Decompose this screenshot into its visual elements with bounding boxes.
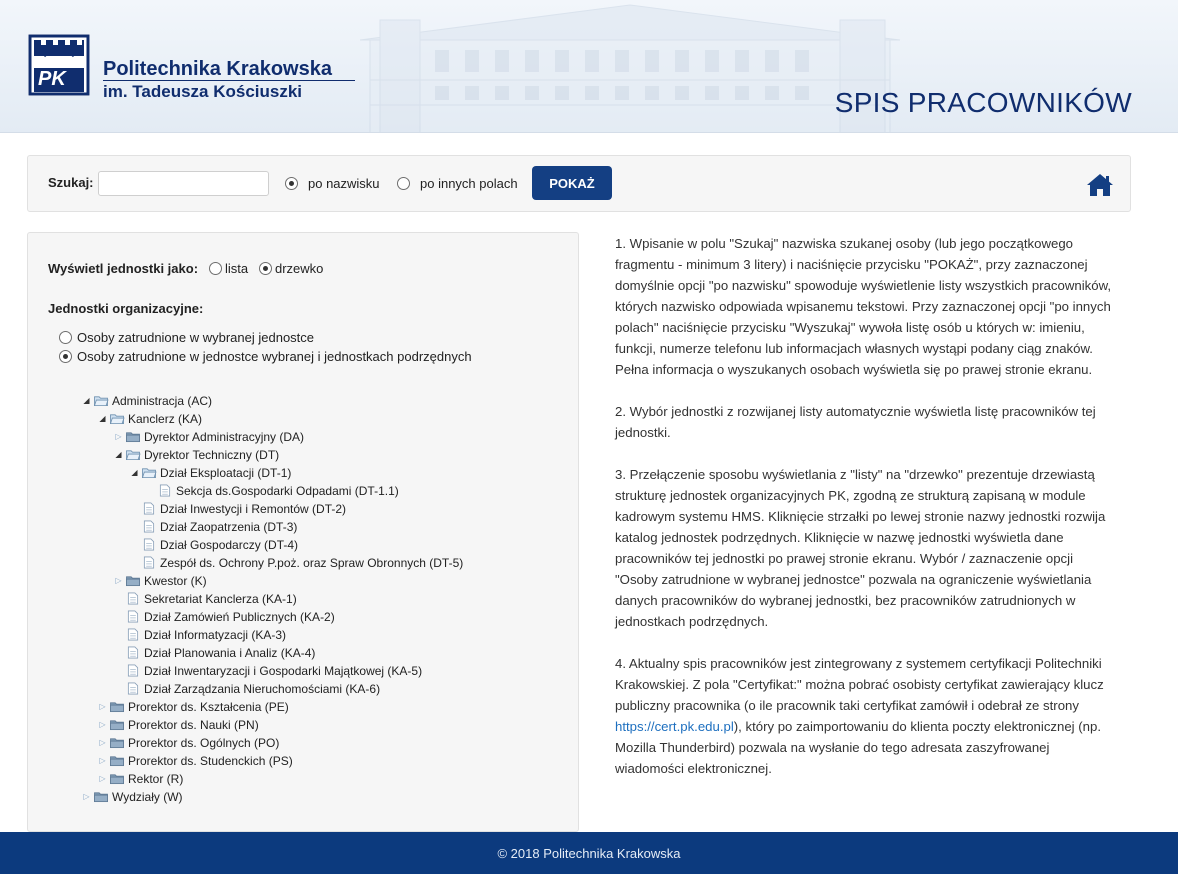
- folder-closed-icon: [109, 772, 125, 785]
- tree-item[interactable]: [128, 518, 297, 535]
- help-paragraph-4-start: 4. Aktualny spis pracowników jest zintegrowany z systemem certyfikacji Politechniki Krakowskiej. Z pola "Certyfikat:" można pobrać osobisty certyfikat zawierający klucz publiczny pracownika (o ile pracownik taki certyfikat zamówił i odebrał ze strony: [615, 656, 1104, 713]
- search-mode-other-label: po innych polach: [420, 176, 518, 191]
- folder-closed-icon: [125, 574, 141, 587]
- radio-selected-icon[interactable]: [285, 177, 298, 190]
- scope-only-selected-label: Osoby zatrudnione w wybranej jednostce: [77, 330, 315, 345]
- tree-spacer: [112, 628, 125, 641]
- page-header: [0, 0, 1178, 133]
- help-paragraph-3: 3. Przełączenie sposobu wyświetlania z "listy" na "drzewko" prezentuje drzewiastą strukturę jednostek organizacyjnych PK, zgodną ze strukturą zapisaną w module kadrowym systemu HMS. Kliknięcie strzałki po lewej stronie nazwy jednostki rozwija katalog jednostek podrzędnych. Kliknięcie w nazwę jednostki wyświetla dane pracowników tej jednostki po prawej stronie ekranu. Wybór / zaznaczenie opcji "Osoby zatrudnione w wybranej jednostce" pozwala na ograniczenie wyświetlania danych pracowników do wybranej jednostki, bez pracowników zatrudnionych w jednostkach podrzędnych.: [615, 467, 1106, 629]
- display-mode-list[interactable]: [209, 261, 248, 276]
- units-panel: [27, 232, 579, 832]
- logo-text: PK: [38, 68, 66, 90]
- tree-item-label[interactable]: Dział Inwentaryzacji i Gospodarki Majątkowej (KA-5): [144, 663, 423, 678]
- radio-unselected-icon[interactable]: [59, 331, 72, 344]
- document-icon: [141, 556, 157, 569]
- page-footer: [0, 832, 1178, 874]
- help-paragraph-1: 1. Wpisanie w polu "Szukaj" nazwiska szukanej osoby (lub jego początkowego fragmentu - minimum 3 litery) i naciśnięcie przycisku "POKAŻ", przy zaznaczonej domyślnie opcji "po nazwisku" spowoduje wyświetlenie listy wszystkich pracowników, których nazwisko odpowiada wpisanemu tekstowi. Przy zaznaczonej opcji "po innych polach" naciśnięcie przycisku "Wyszukaj" wywoła listę osób u których w: imieniu, funkcji, numerze telefonu lub informacjach własnych wystąpi podany ciąg znaków. Pełna informacja o wyszukanych osobach wyświetla się po prawej stronie ekranu.: [615, 236, 1112, 377]
- tree-item-label[interactable]: Dyrektor Techniczny (DT): [144, 447, 280, 462]
- tree-item-label[interactable]: Sekcja ds.Gospodarki Odpadami (DT-1.1): [176, 483, 399, 498]
- tree-spacer: [112, 592, 125, 605]
- tree-spacer: [144, 484, 157, 497]
- radio-unselected-icon[interactable]: [397, 177, 410, 190]
- tree-spacer: [112, 610, 125, 623]
- document-icon: [125, 664, 141, 677]
- tree-item-label[interactable]: Rektor (R): [128, 771, 184, 786]
- tree-item-label[interactable]: Dział Gospodarczy (DT-4): [160, 537, 299, 552]
- radio-selected-icon[interactable]: [259, 262, 272, 275]
- folder-open-icon: [125, 448, 141, 461]
- tree-item[interactable]: [128, 536, 298, 553]
- tree-item-label[interactable]: Dyrektor Administracyjny (DA): [144, 429, 305, 444]
- page-title: SPIS PRACOWNIKÓW: [834, 87, 1132, 118]
- folder-closed-icon: [109, 736, 125, 749]
- tree-item[interactable]: [112, 662, 422, 679]
- tree-item-label[interactable]: Dział Zarządzania Nieruchomościami (KA-6): [144, 681, 381, 696]
- display-mode-list-label: lista: [225, 261, 249, 276]
- tree-item[interactable]: [96, 698, 289, 715]
- search-label: Szukaj:: [48, 175, 94, 190]
- help-paragraph-2: 2. Wybór jednostki z rozwijanej listy automatycznie wyświetla listę pracowników tej jednostki.: [615, 404, 1096, 440]
- tree-item-label[interactable]: Prorektor ds. Ogólnych (PO): [128, 735, 280, 750]
- document-icon: [141, 502, 157, 515]
- document-icon: [125, 646, 141, 659]
- tree-item-label[interactable]: Dział Informatyzacji (KA-3): [144, 627, 287, 642]
- help-text: [615, 233, 1115, 800]
- collapsed-arrow-icon[interactable]: ▷: [99, 702, 106, 711]
- tree-item[interactable]: [96, 770, 183, 787]
- tree-item[interactable]: [112, 572, 207, 589]
- radio-selected-icon[interactable]: [59, 350, 72, 363]
- tree-item[interactable]: [128, 554, 463, 571]
- expanded-arrow-icon[interactable]: ◢: [115, 450, 122, 459]
- document-icon: [125, 682, 141, 695]
- document-icon: [125, 610, 141, 623]
- display-mode-tree[interactable]: [259, 261, 323, 276]
- tree-item[interactable]: [144, 482, 399, 499]
- scope-with-subunits[interactable]: [59, 349, 472, 364]
- document-icon: [125, 628, 141, 641]
- collapsed-arrow-icon[interactable]: ▷: [83, 792, 90, 801]
- tree-spacer: [112, 646, 125, 659]
- tree-item[interactable]: [112, 428, 304, 445]
- tree-item-label[interactable]: Kanclerz (KA): [128, 411, 203, 426]
- folder-closed-icon: [109, 718, 125, 731]
- document-icon: [157, 484, 173, 497]
- tree-item[interactable]: [96, 752, 293, 769]
- tree-item[interactable]: [96, 410, 202, 427]
- tree-item[interactable]: [112, 644, 315, 661]
- tree-item[interactable]: [128, 464, 291, 481]
- units-label: Jednostki organizacyjne:: [48, 301, 204, 316]
- cert-link[interactable]: https://cert.pk.edu.pl: [615, 719, 734, 734]
- expanded-arrow-icon[interactable]: ◢: [131, 468, 138, 477]
- brand-divider: [103, 80, 355, 81]
- tree-spacer: [112, 682, 125, 695]
- brand-name: Politechnika Krakowska: [103, 58, 332, 80]
- show-button[interactable]: POKAŻ: [532, 166, 612, 200]
- collapsed-arrow-icon[interactable]: ▷: [99, 720, 106, 729]
- tree-item[interactable]: [112, 608, 335, 625]
- document-icon: [141, 520, 157, 533]
- radio-unselected-icon[interactable]: [209, 262, 222, 275]
- folder-closed-icon: [109, 700, 125, 713]
- tree-item[interactable]: [80, 788, 183, 805]
- document-icon: [141, 538, 157, 551]
- scope-only-selected[interactable]: [59, 330, 314, 345]
- tree-item-label[interactable]: Prorektor ds. Studenckich (PS): [128, 753, 293, 768]
- expanded-arrow-icon[interactable]: ◢: [99, 414, 106, 423]
- display-mode-tree-label: drzewko: [275, 261, 324, 276]
- tree-spacer: [128, 538, 141, 551]
- tree-item-label[interactable]: Prorektor ds. Nauki (PN): [128, 717, 259, 732]
- display-mode-label: Wyświetl jednostki jako:: [48, 261, 199, 276]
- tree-item-label[interactable]: Dział Inwestycji i Remontów (DT-2): [160, 501, 347, 516]
- tree-item[interactable]: [112, 680, 380, 697]
- tree-spacer: [128, 556, 141, 569]
- tree-item-label[interactable]: Wydziały (W): [112, 789, 183, 804]
- tree-item-label[interactable]: Administracja (AC): [112, 393, 213, 408]
- folder-closed-icon: [93, 790, 109, 803]
- expanded-arrow-icon[interactable]: ◢: [83, 396, 90, 405]
- tree-item-label[interactable]: Prorektor ds. Kształcenia (PE): [128, 699, 289, 714]
- search-bar: [27, 155, 1131, 212]
- scope-with-subunits-label: Osoby zatrudnione w jednostce wybranej i jednostkach podrzędnych: [77, 349, 472, 364]
- brand-subtitle: im. Tadeusza Kościuszki: [103, 82, 303, 101]
- home-icon[interactable]: [1086, 172, 1114, 198]
- folder-open-icon: [93, 394, 109, 407]
- tree-item[interactable]: [80, 392, 212, 409]
- tree-item-label[interactable]: Kwestor (K): [144, 573, 207, 588]
- tree-item[interactable]: [112, 446, 279, 463]
- tree-item-label[interactable]: Dział Zamówień Publicznych (KA-2): [144, 609, 335, 624]
- collapsed-arrow-icon[interactable]: ▷: [115, 576, 122, 585]
- collapsed-arrow-icon[interactable]: ▷: [99, 738, 106, 747]
- tree-spacer: [112, 664, 125, 677]
- tree-item-label[interactable]: Sekretariat Kanclerza (KA-1): [144, 591, 297, 606]
- search-mode-other[interactable]: [397, 176, 518, 191]
- folder-open-icon: [141, 466, 157, 479]
- search-input[interactable]: [98, 171, 269, 196]
- collapsed-arrow-icon[interactable]: ▷: [99, 774, 106, 783]
- tree-item-label[interactable]: Dział Eksploatacji (DT-1): [160, 465, 292, 480]
- folder-open-icon: [109, 412, 125, 425]
- help-paragraph-4-end: ), który po zaimportowaniu do klienta poczty elektronicznej (np. Mozilla Thunderbird) pozwala na wysłanie do tego adresata zaszyfrowanej wiadomości elektronicznej.: [615, 719, 1101, 776]
- document-icon: [125, 592, 141, 605]
- folder-closed-icon: [125, 430, 141, 443]
- collapsed-arrow-icon[interactable]: ▷: [115, 432, 122, 441]
- tree-item-label[interactable]: Dział Zaopatrzenia (DT-3): [160, 519, 298, 534]
- tree-item[interactable]: [96, 734, 279, 751]
- folder-closed-icon: [109, 754, 125, 767]
- tree-item-label[interactable]: Zespół ds. Ochrony P.poż. oraz Spraw Obronnych (DT-5): [160, 555, 464, 570]
- tree-spacer: [128, 502, 141, 515]
- tree-spacer: [128, 520, 141, 533]
- search-mode-surname[interactable]: [285, 176, 380, 191]
- tree-item[interactable]: [112, 590, 297, 607]
- tree-item-label[interactable]: Dział Planowania i Analiz (KA-4): [144, 645, 316, 660]
- tree-item[interactable]: [128, 500, 346, 517]
- tree-item[interactable]: [112, 626, 286, 643]
- collapsed-arrow-icon[interactable]: ▷: [99, 756, 106, 765]
- search-mode-surname-label: po nazwisku: [308, 176, 380, 191]
- copyright-text: © 2018 Politechnika Krakowska: [497, 846, 681, 861]
- help-paragraph-4: [615, 653, 1115, 779]
- tree-item[interactable]: [96, 716, 259, 733]
